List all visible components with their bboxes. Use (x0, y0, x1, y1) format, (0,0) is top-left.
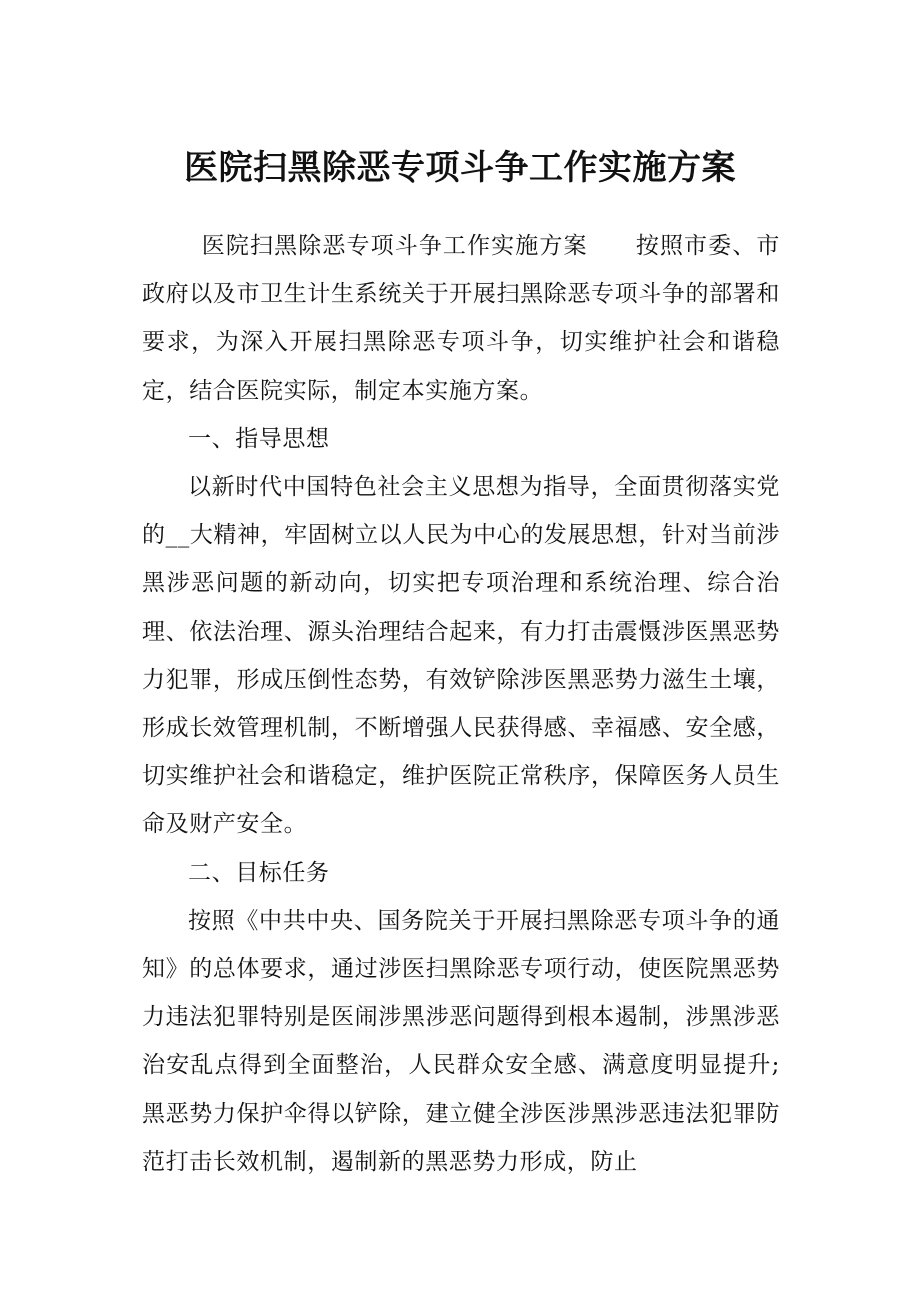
body-paragraph-guiding-ideology: 以新时代中国特色社会主义思想为指导，全面贯彻落实党的__大精神，牢固树立以人民为中心的发展思想，针对当前涉黑涉恶问题的新动向，切实把专项治理和系统治理、综合治理、依法治理、源头治理结合起来，有力打击震慑涉医黑恶势力犯罪，形成压倒性态势，有效铲除涉医黑恶势力滋生土壤，形成长效管理机制，不断增强人民获得感、幸福感、安全感，切实维护社会和谐稳定，维护医院正常秩序，保障医务人员生命及财产安全。 (142, 474, 780, 838)
section-heading-goals-tasks: 二、目标任务 (188, 859, 330, 886)
body-paragraph-goals-tasks: 按照《中共中央、国务院关于开展扫黑除恶专项斗争的通知》的总体要求，通过涉医扫黑除恶专项行动，使医院黑恶势力违法犯罪特别是医闹涉黑涉恶问题得到根本遏制，涉黑涉恶治安乱点得到全面整治，人民群众安全感、满意度明显提升;黑恶势力保护伞得以铲除，建立健全涉医涉黑涉恶违法犯罪防范打击长效机制，遏制新的黑恶势力形成，防止 (142, 907, 780, 1175)
document-body (142, 222, 780, 1186)
section-heading-guiding-ideology: 一、指导思想 (188, 425, 330, 452)
intro-paragraph: 医院扫黑除恶专项斗争工作实施方案 按照市委、市政府以及市卫生计生系统关于开展扫黑除恶专项斗争的部署和要求，为深入开展扫黑除恶专项斗争，切实维护社会和谐稳定，结合医院实际，制定本实施方案。 (142, 233, 780, 404)
document-title: 医院扫黑除恶专项斗争工作实施方案 (184, 148, 736, 188)
